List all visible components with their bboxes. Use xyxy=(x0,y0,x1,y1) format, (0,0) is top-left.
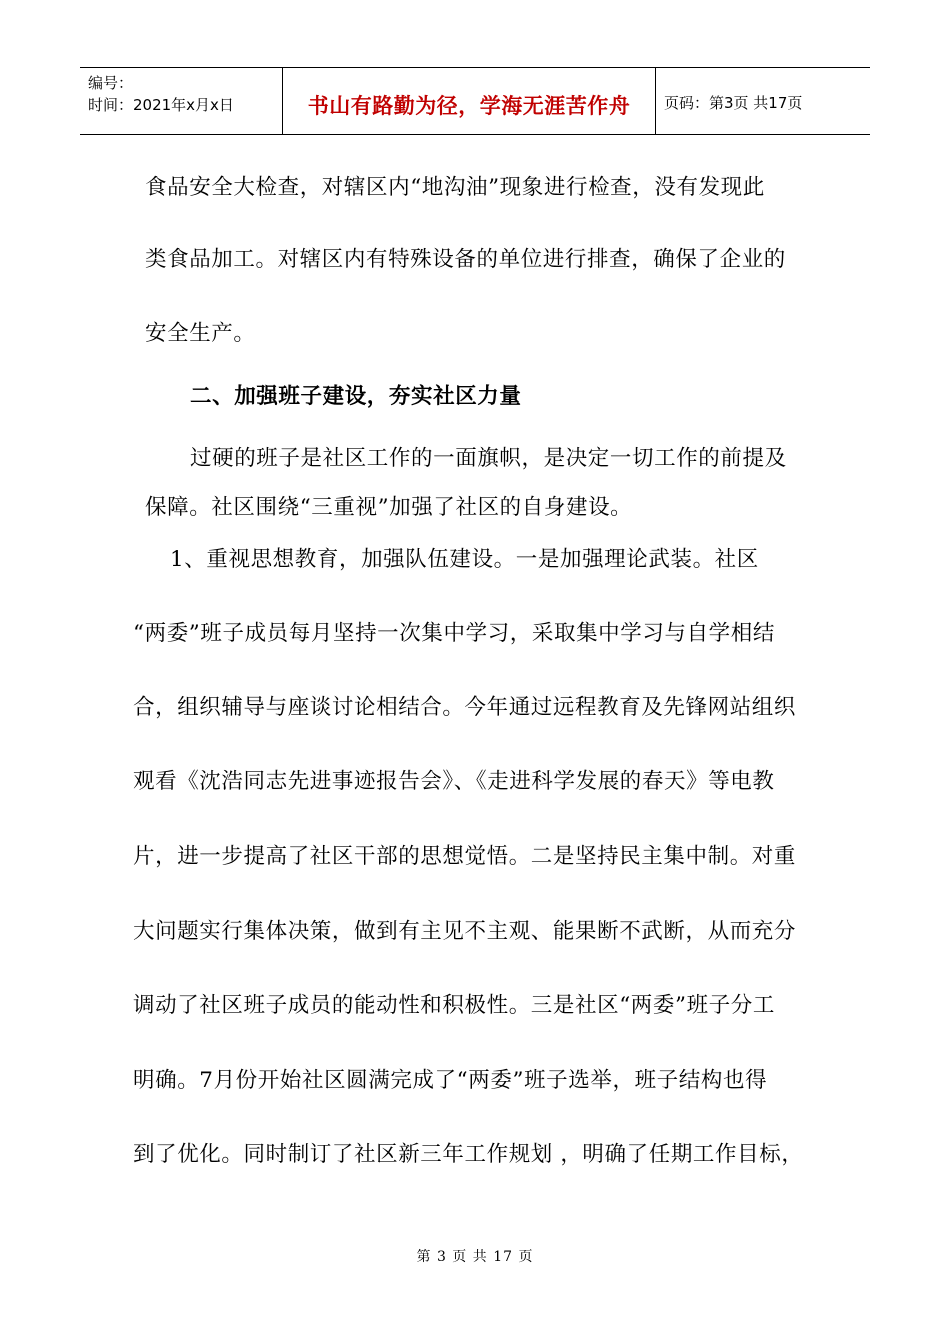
body-line: 过硬的班子是社区工作的一面旗帜，是决定一切工作的前提及 xyxy=(190,446,787,471)
body-line: 调动了社区班子成员的能动性和积极性。三是社区“两委”班子分工 xyxy=(133,993,775,1018)
body-line: 大问题实行集体决策，做到有主见不主观、能果断不武断，从而充分 xyxy=(133,919,797,944)
page-header xyxy=(80,67,870,135)
header-page-code: 页码：第3页 共17页 xyxy=(664,94,803,112)
body-line: 明确。7月份开始社区圆满完成了“两委”班子选举，班子结构也得 xyxy=(133,1068,768,1093)
body-line: 观看《沈浩同志先进事迹报告会》、《走进科学发展的春天》等电教 xyxy=(133,769,775,794)
document-number-label: 编号： xyxy=(88,74,134,92)
body-line: 类食品加工。对辖区内有特殊设备的单位进行排查，确保了企业的 xyxy=(145,247,786,272)
body-line: 1、重视思想教育，加强队伍建设。一是加强理论武装。社区 xyxy=(170,547,759,572)
document-time-label: 时间：2021年x月x日 xyxy=(88,96,234,114)
body-line: 食品安全大检查，对辖区内“地沟油”现象进行检查，没有发现此 xyxy=(145,175,765,200)
section-heading: 二、加强班子建设，夯实社区力量 xyxy=(190,384,522,409)
body-line: 安全生产。 xyxy=(145,321,256,346)
header-divider xyxy=(655,68,656,134)
body-line: 合，组织辅导与座谈讨论相结合。今年通过远程教育及先锋网站组织 xyxy=(133,695,797,720)
body-line: 到了优化。同时制订了社区新三年工作规划 ，明确了任期工作目标， xyxy=(133,1142,804,1167)
body-line: “两委”班子成员每月坚持一次集中学习，采取集中学习与自学相结 xyxy=(133,621,775,646)
header-meta xyxy=(88,72,278,116)
body-line: 保障。社区围绕“三重视”加强了社区的自身建设。 xyxy=(145,495,633,520)
body-line: 片，进一步提高了社区干部的思想觉悟。二是坚持民主集中制。对重 xyxy=(133,844,797,869)
page-footer: 第 3 页 共 17 页 xyxy=(416,1249,534,1265)
header-motto: 书山有路勤为径，学海无涯苦作舟 xyxy=(307,94,631,118)
